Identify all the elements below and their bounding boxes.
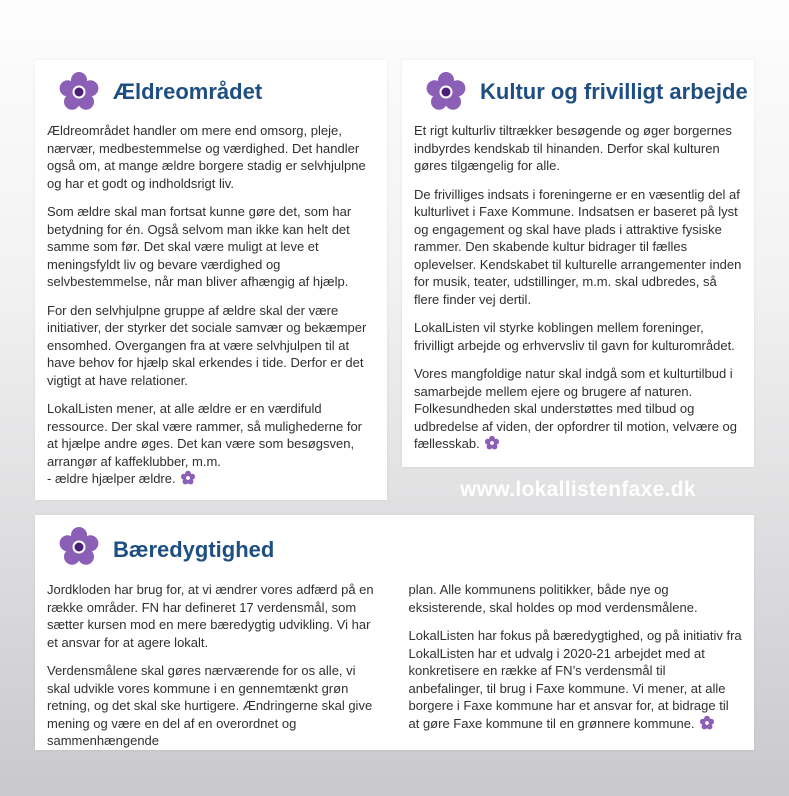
paragraph	[414, 365, 742, 453]
paragraph	[47, 400, 375, 488]
paragraph: Verdensmålene skal gøres nærværende for os alle, vi skal udvikle vores kommune i en gennemtænkt grøn retning, og det skal ske hurtigere. Ændringerne skal give mening og være en del af en overordnet og sammenhængende	[47, 663, 373, 748]
website-url: www.lokallistenfaxe.dk	[460, 478, 696, 501]
kultur-body	[414, 122, 742, 453]
paragraph-text: Vores mangfoldige natur skal indgå som et kulturtilbud i samarbejde mellem ejere og brugere af naturen. Folkesundheden skal understøttes med tilbud og udbredelse af viden, der opfordrer til motion, velvære og fællesskab.	[414, 366, 738, 451]
baered-card	[35, 515, 754, 750]
baered-header	[47, 515, 742, 581]
left-column	[47, 581, 381, 761]
aeldre-body	[47, 122, 375, 488]
paragraph: Som ældre skal man fortsat kunne gøre det, som har betydning for én. Også selvom man ikke kan helt det samme som før. Det skal være muligt at leve et meningsfyldt liv og bevare værdighed og selvbestemmelse, når man bliver afhængig af hjælp.	[47, 204, 352, 289]
kultur-card	[402, 60, 754, 467]
paragraph: De frivilliges indsats i foreningerne er en væsentlig del af kulturlivet i Faxe Kommune. Indsatsen er baseret på lyst og engagement og skal have plads i attraktive fysiske rammer. Den skabende kultur bidrager til fælles oplevelser. Kendskabet til kulturelle arrangementer inden for musik, teater, udstillinger, m.m. skal udbredes, så flere finder vej dertil.	[414, 186, 742, 307]
paragraph-text: LokalListen mener, at alle ældre er en værdifuld ressource. Der skal være rammer, så mulighederne for at hjælpe andre øges. Det kan være som besøgsven, arrangør af kaffeklubber, m.m.	[47, 401, 363, 469]
paragraph: Ældreområdet handler om mere end omsorg, pleje, nærvær, medbestemmelse og værdighed. Det handler også om, at mange ældre borgere stadig er selvhjulpne og har et godt og indholdsrigt liv.	[47, 123, 366, 191]
baered-body	[47, 581, 742, 761]
flower-icon	[57, 525, 101, 569]
paragraph-closing: - ældre hjælper ældre.	[47, 471, 176, 486]
paragraph: LokalListen vil styrke koblingen mellem foreninger, frivilligt arbejde og erhvervsliv til gavn for kulturområdet.	[414, 320, 735, 353]
paragraph: Jordkloden har brug for, at vi ændrer vores adfærd på en række områder. FN har defineret 17 verdensmål, som sætter kursen mod en mere bæredygtig udvikling. Vi har et ansvar for at agere lokalt.	[47, 582, 374, 650]
paragraph: Et rigt kulturliv tiltrækker besøgende og øger borgernes indbyrdes kendskab til hinanden. Derfor skal kulturen gøres tilgængelig for alle.	[414, 123, 732, 173]
small-flower-icon	[484, 435, 500, 451]
small-flower-icon	[180, 470, 196, 486]
right-column	[409, 581, 743, 761]
paragraph-text: LokalListen har fokus på bæredygtighed, og på initiativ fra LokalListen har et udvalg i 2020-21 arbejdet med at konkretisere en række af FN’s verdensmål til anbefalinger, til brug i Faxe kommune. Vi mener, at alle borgere i Faxe kommune har et ansvar for, at bidrage til at gøre Faxe kommune til en grønnere kommune.	[408, 628, 742, 731]
paragraph	[409, 627, 743, 732]
small-flower-icon	[699, 715, 715, 731]
flower-icon	[424, 70, 468, 114]
kultur-header	[414, 60, 748, 122]
aeldre-card	[35, 60, 387, 500]
flower-icon	[57, 70, 101, 114]
baered-title: Bæredygtighed	[113, 537, 275, 562]
paragraph: For den selvhjulpne gruppe af ældre skal der være initiativer, der styrker det sociale samvær og bekæmper ensomhed. Overgangen fra at være selvhjulpen til at have behov for hjælp skal erkendes i tide. Derfor er det vigtigt at have relationer.	[47, 302, 367, 388]
kultur-title: Kultur og frivilligt arbejde	[480, 79, 748, 104]
aeldre-title: Ældreområdet	[113, 79, 263, 104]
aeldre-header	[47, 60, 375, 122]
paragraph: plan. Alle kommunens politikker, både nye og eksisterende, skal holdes op mod verdensmålene.	[408, 582, 698, 615]
